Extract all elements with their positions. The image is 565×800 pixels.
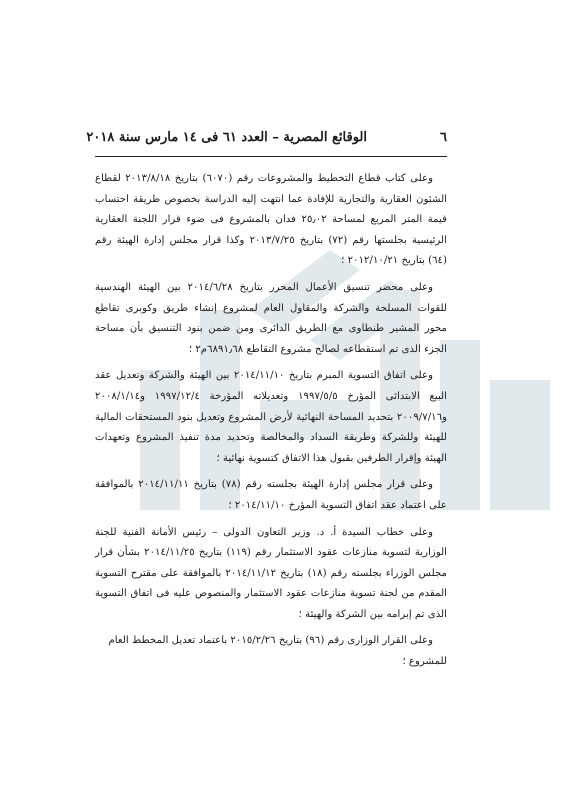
paragraph: وعلى خطاب السيدة أ. د. وزير التعاون الدولى – رئيس الأمانة الفنية للجنة الوزارية لتسوية منازعات عقود الاستثمار رقم (١١٩) بتاريخ ٢٠١٤/١١/٢٥ بشأن قرار مجلس الوزراء بجلسته رقم (١٨) بتاريخ ٢٠١٤/١١/١٢ بالموافقة على مقترح التسوية المقدم من لجنة تسوية منازعات عقود الاستثمار والمنصوص عليه فى اتفاق التسوية الذى تم إبرامه بين الشركة والهيئة ؛ xyxy=(95,526,448,620)
paragraph: وعلى القرار الوزارى رقم (٩٦) بتاريخ ٢٠١٥/٢/٢٦ باعتماد تعديل المخطط العام للمشروع ؛ xyxy=(108,635,447,668)
paragraph: وعلى محضر تنسيق الأعمال المحرر بتاريخ ٢٠١٤/٦/٢٨ بين الهيئة الهندسية للقوات المسلحة والشركة والمقاول العام لمشروع إنشاء طريق وكوبرى تقاطع محور المشير طنطاوى مع الطريق الدائرى ومن ضمن بنود التنسيق بأن مساحة الجزء الذى تم استقطاعه لصالح مشروع التقاطع ٦٨٩١٫٦٨م٢ ؛ xyxy=(95,281,447,355)
document-page xyxy=(86,126,448,679)
page-header xyxy=(86,126,447,157)
page-number: ٦ xyxy=(440,130,447,145)
paragraph: وعلى قرار مجلس إدارة الهيئة بجلسته رقم (٧٨) بتاريخ ٢٠١٤/١١/١١ بالموافقة على اعتماد عقد اتفاق التسوية المؤرخ ٢٠١٤/١١/١٠ ؛ xyxy=(95,479,447,511)
document-body xyxy=(95,169,447,673)
paragraph: وعلى كتاب قطاع التخطيط والمشروعات رقم (٦٠٧٠) بتاريخ ٢٠١٣/٨/١٨ لقطاع الشئون العقارية والتجارية للإفادة عما انتهت إليه الدراسة بخصوص طريقة احتساب قيمة المتر المربع لمساحة ٢٥٫٠٢ فدان بالمشروع فى ضوء قرار اللجنة العقارية الرئيسية بجلستها رقم (٧٢) بتاريخ ٢٠١٣/٧/٢٥ وكذا قرار مجلس إدارة الهيئة رقم (٦٤) بتاريخ ٢٠١٢/١٠/٢١ ؛ xyxy=(95,173,447,267)
paragraph: وعلى اتفاق التسوية المبرم بتاريخ ٢٠١٤/١١/١٠ بين الهيئة والشركة وتعديل عقد البيع الابتدائى المؤرخ ١٩٩٧/٥/٥ وتعديلاته المؤرخة ١٩٩٧/١٢/٤ و٢٠٠٨/١/١٤ و٢٠٠٩/٧/١٦ بتحديد المساحة النهائية لأرض المشروع وتعديل بنود المستحقات المالية للهيئة وللشركة وطريقة السداد والمخالصة وتحديد مدة تنفيذ المشروع وتعهدات الهيئة وإقرار الطرفين بقبول هذا الاتفاق كتسوية نهائية ؛ xyxy=(95,370,447,464)
gazette-title: الوقائع المصرية – العدد ٦١ فى ١٤ مارس سنة ٢٠١٨ xyxy=(86,130,367,145)
